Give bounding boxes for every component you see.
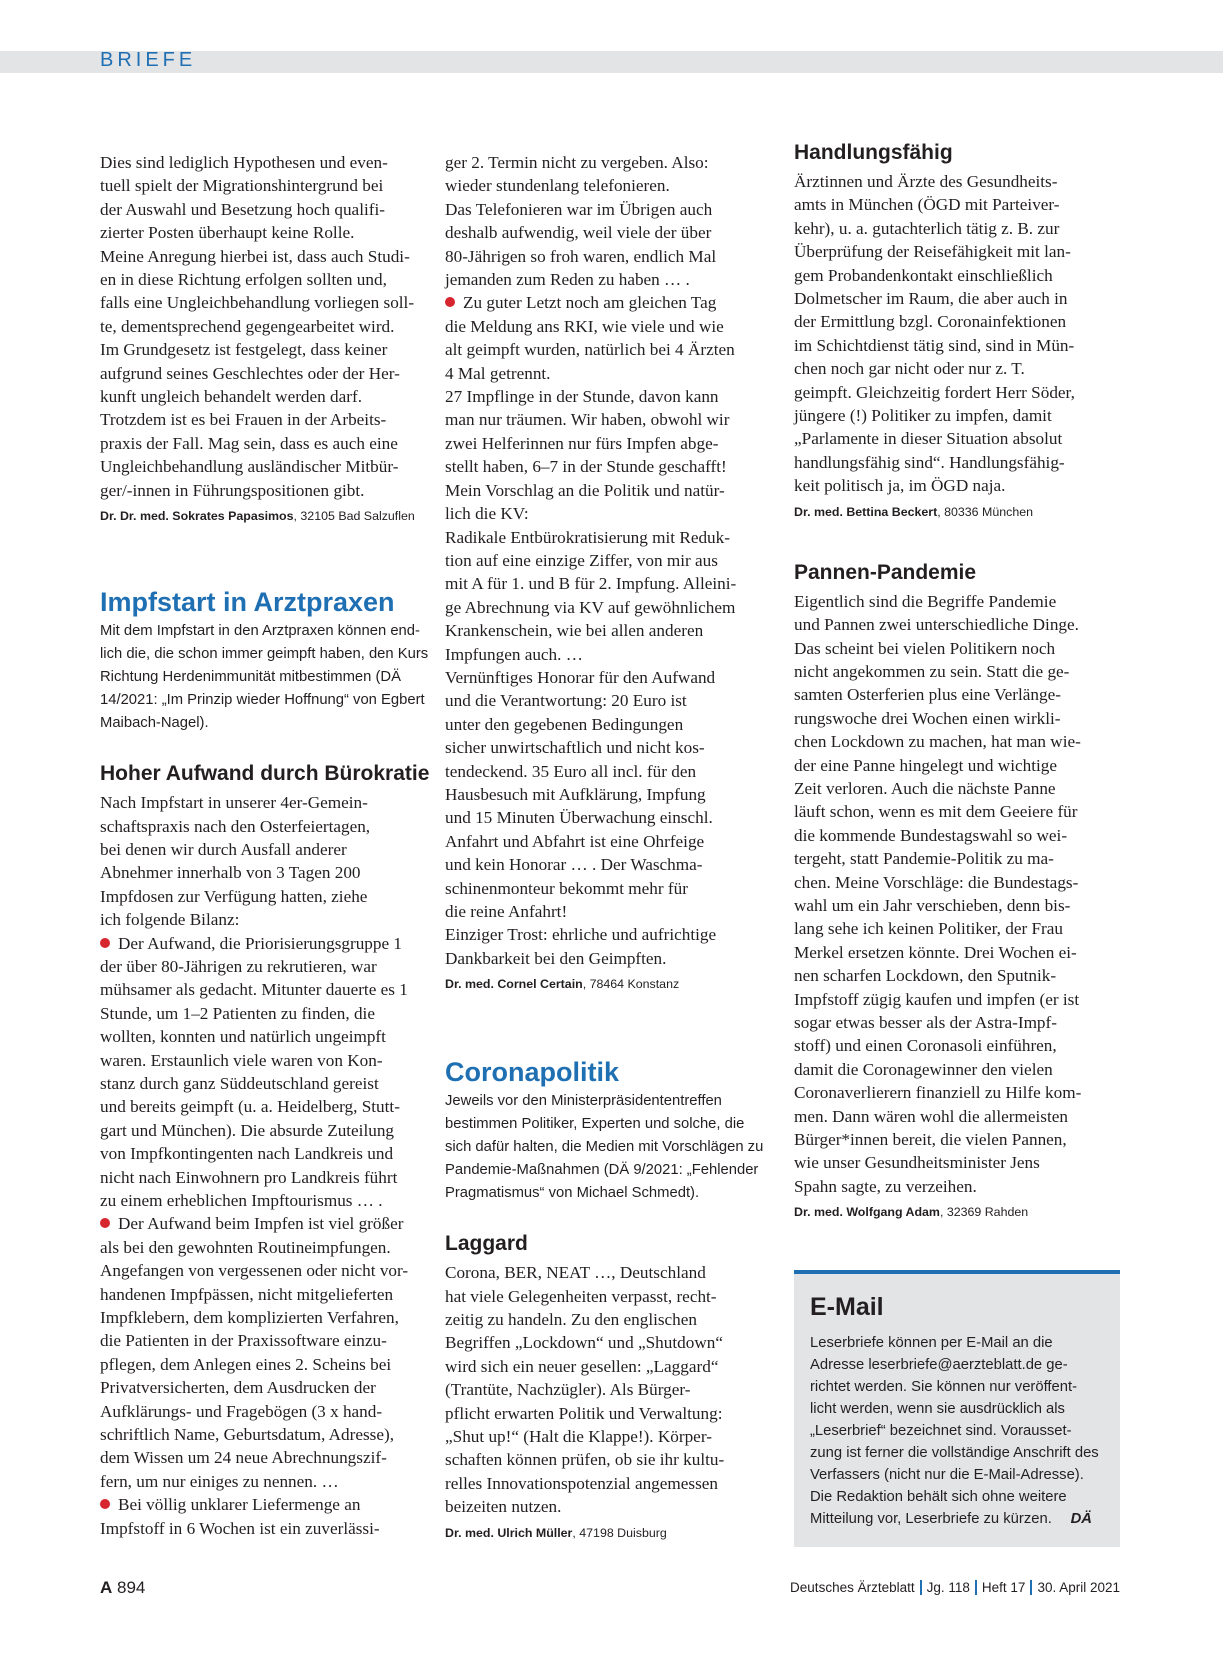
topic-title: Impfstart in Arztpraxen — [100, 587, 395, 618]
topic-title: Coronapolitik — [445, 1057, 619, 1088]
letter-title: Handlungsfähig — [794, 141, 953, 164]
page-number: A 894 — [100, 1578, 146, 1597]
email-info-box — [794, 1270, 1120, 1547]
letter-continuation: Dies sind lediglich Hypothesen und even- tuell spielt der Migrationshintergrund bei der Auswahl und Besetzung hoch qualifi- zierter Posten überhaupt keine Rolle. Meine Anregung hierbei ist, dass auch Studi- en in diese Richtung erfolgen sollten und, falls eine Ungleichbehandlung vorliegen soll- te, dementsprechend gegengearbeitet wird. Im Grundgesetz ist festgelegt, dass keiner aufgrund seines Geschlechtes oder der Her- kunft ungleich behandelt werden darf. Trotzdem ist es bei Frauen in der Arbeits- praxis der Fall. Mag sein, dass es auch eine Ungleichbehandlung ausländischer Mitbür- ger/-innen in Führungspositionen gibt. — [100, 153, 415, 500]
signature: Dr. med. Cornel Certain, 78464 Konstanz — [445, 977, 680, 992]
signature: Dr. med. Bettina Beckert, 80336 München — [794, 504, 1033, 519]
signature: Dr. med. Wolfgang Adam, 32369 Rahden — [794, 1205, 1029, 1220]
letter-title: Pannen-Pandemie — [794, 560, 977, 584]
footer-citation — [790, 1580, 1120, 1595]
signature: Dr. med. Ulrich Müller, 47198 Duisburg — [445, 1525, 667, 1540]
section-label: BRIEFE — [100, 49, 197, 71]
email-box-text — [810, 1332, 1104, 1530]
email-box-title: E-Mail — [810, 1293, 884, 1321]
letter-body: 27 Impflinge in der Stunde, davon kann man nur träumen. Wir haben, obwohl wir zwei Helferinnen nur fürs Impfen abge- stellt haben, 6–7 in der Stunde geschafft! Mein Vorschlag an die Politik und natür- lich die KV: Radikale Entbürokratisierung mit Reduk- tion auf eine einzige Ziffer, von mir aus mit A für 1. und B für 2. Impfung. Alleini- ge Abrechnung via KV auf gewöhnlichem Krankenschein, wie bei allen anderen Impfungen auch. … Vernünftiges Honorar für den Aufwand und die Verantwortung: 20 Euro ist unter den gegebenen Bedingungen sicher unwirtschaftlich und nicht kos- tendeckend. 35 Euro all incl. für den Hausbesuch mit Aufklärung, Impfung und 15 Minuten Überwachung einschl. Anfahrt und Abfahrt ist eine Ohrfeige und kein Honorar … . Der Waschma- schinenmonteur bekommt mehr für die reine Anfahrt! Einziger Trost: ehrliche und aufrichtige Dankbarkeit bei den Geimpften. — [445, 387, 737, 968]
letter-body: Eigentlich sind die Begriffe Pandemie und Pannen zwei unterschiedliche Dinge. Das scheint bei vielen Politikern noch nicht angekommen zu sein. Statt die ge- samten Osterferien plus eine Verlänge- rungswoche drei Wochen einen wirkli- chen Lockdown zu machen, hat man wie- der eine Panne hingelegt und wichtige Zeit verloren. Auch die nächste Panne läuft schon, wenn es mit dem Geeiere für die kommende Bundestagswahl so wei- tergeht, statt Pandemie-Politik zu ma- chen. Meine Vorschläge: die Bundestags- wahl um ein Jahr verschieben, denn bis- lang sehe ich keinen Politiker, der Frau Merkel ersetzen könnte. Drei Wochen ei- nen scharfen Lockdown, den Sputnik- Impfstoff zügig kaufen und impfen (er ist sogar etwas besser als der Astra-Impf- stoff) und einen Coronasoli einführen, damit die Coronagewinner den vielen Coronaverlierern finanziell zu Hilfe kom- men. Dann wären wohl die allermeisten Bürger*innen bereit, die vielen Pannen, wie unser Gesundheitsminister Jens Spahn sagte, zu verzeihen. — [794, 591, 1082, 1196]
bullet-paragraph: Zu guter Letzt noch am gleichen Tag die Meldung ans RKI, wie viele und wie alt geimpft wurden, natürlich bei 4 Ärzten 4 Mal getrennt. — [445, 291, 775, 385]
letter-body: ger 2. Termin nicht zu vergeben. Also: wieder stundenlang telefonieren. Das Telefonieren war im Übrigen auch deshalb aufwendig, weil viele der über 80-Jährigen so froh waren, endlich Mal jemanden zum Reden zu haben … . — [445, 153, 717, 290]
issue: Heft 17 — [981, 1580, 1026, 1595]
letter-body: Corona, BER, NEAT …, Deutschland hat viele Gelegenheiten verpasst, recht- zeitig zu handeln. Zu den englischen Begriffen „Lockdown“ und „Shutdown“ wird sich ein neuer gesellen: „Laggard“ (Trantüte, Nachzügler). Als Bürger- pflicht erwarten Politik und Verwaltung: „Shut up!“ (Halt die Klappe!). Körper- schaften können prüfen, ob sie ihr kultu- relles Innovationspotenzial angemessen beizeiten nutzen. — [445, 1263, 725, 1517]
column-1 — [100, 151, 430, 1540]
date: 30. April 2021 — [1037, 1580, 1120, 1595]
bullet-paragraph: Der Aufwand beim Impfen ist viel größer als bei den gewohnten Routineimpfungen. Angefangen von vergessenen oder nicht vor- handenen Impfpässen, nicht mitgelieferten Impfklebern, dem komplizierten Verfahren, die Patienten in der Praxissoftware einzu- pflegen, dem Anlegen eines 2. Scheins bei Privatversicherten, dem Ausdrucken der Aufklärungs- und Fragebögen (3 x hand- schriftlich Name, Geburtsdatum, Adresse), dem Wissen um 24 neue Abrechnungszif- fern, um nur einiges zu nennen. … — [100, 1212, 430, 1493]
bullet-paragraph: Bei völlig unklarer Liefermenge an Impfstoff in 6 Wochen ist ein zuverlässi- — [100, 1493, 430, 1540]
journal-name: Deutsches Ärzteblatt — [790, 1580, 915, 1595]
column-3 — [794, 140, 1124, 1220]
letter-title: Laggard — [445, 1232, 528, 1256]
bullet-paragraph: Der Aufwand, die Priorisierungsgruppe 1 der über 80-Jährigen zu rekrutieren, war mühsamer als gedacht. Mitunter dauerte es 1 Stunde, um 1–2 Patienten zu finden, die wollten, konnten und natürlich ungeimpft waren. Erstaunlich viele waren von Kon- stanz durch ganz Süddeutschland gereist und bereits geimpft (u. a. Heidelberg, Stutt- gart und München). Die absurde Zuteilung von Impfkontingenten nach Landkreis und nicht nach Einwohnern pro Landkreis führt zu einem erheblichen Impftourismus … . — [100, 932, 430, 1213]
letter-body: Ärztinnen und Ärzte des Gesundheits- amts in München (ÖGD mit Parteiver- kehr), u. a. gutachterlich tätig z. B. zur Überprüfung der Reisefähigkeit mit lan- gem Probandenkontakt einschließlich Dolmetscher im Raum, die aber auch in der Ermittlung bzgl. Coronainfektionen im Schichtdienst tätig sind, sind in Mün- chen noch gar nicht oder nur z. T. geimpft. Gleichzeitig fordert Herr Söder, jüngere (!) Politiker zu impfen, damit „Parlamente in dieser Situation absolut handlungsfähig sind“. Handlungsfähig- keit politisch ja, im ÖGD naja. — [794, 172, 1075, 496]
topic-intro: Jeweils vor den Ministerpräsidententreffen bestimmen Politiker, Experten und solche, die sich dafür halten, die Medien mit Vorschlägen zu Pandemie-Maßnahmen (DÄ 9/2021: „Fehlender Pragmatismus“ von Michael Schmedt). — [445, 1093, 764, 1202]
signature: Dr. Dr. med. Sokrates Papasimos, 32105 Bad Salzuflen — [100, 509, 415, 524]
email-box-lines: Leserbriefe können per E-Mail an die Adresse leserbriefe@aerzteblatt.de ge- richtet werden. Sie können nur veröffent- licht werden, wenn sie ausdrücklich als „Leserbrief“ bezeichnet sind. Vorausset- zung ist ferner die vollständige Anschrift des Verfassers (nicht nur die E-Mail-Adresse). Die Redaktion behält sich ohne weitere Mitteilung vor, Leserbriefe zu kürzen. — [810, 1335, 1099, 1527]
column-2 — [445, 151, 775, 1541]
editorial-sign: DÄ — [1070, 1511, 1092, 1527]
topic-intro: Mit dem Impfstart in den Arztpraxen können end- lich die, die schon immer geimpft haben, den Kurs Richtung Herdenimmunität mitbestimmen (DÄ 14/2021: „Im Prinzip wieder Hoffnung“ von Egbert Maibach-Nagel). — [100, 623, 429, 732]
letter-title: Hoher Aufwand durch Bürokratie — [100, 762, 430, 786]
letter-body: Nach Impfstart in unserer 4er-Gemein- schaftspraxis nach den Osterfeiertagen, bei denen wir durch Ausfall anderer Abnehmer innerhalb von 3 Tagen 200 Impfdosen zur Verfügung hatten, ziehe ich folgende Bilanz: — [100, 793, 371, 930]
volume: Jg. 118 — [926, 1580, 970, 1595]
